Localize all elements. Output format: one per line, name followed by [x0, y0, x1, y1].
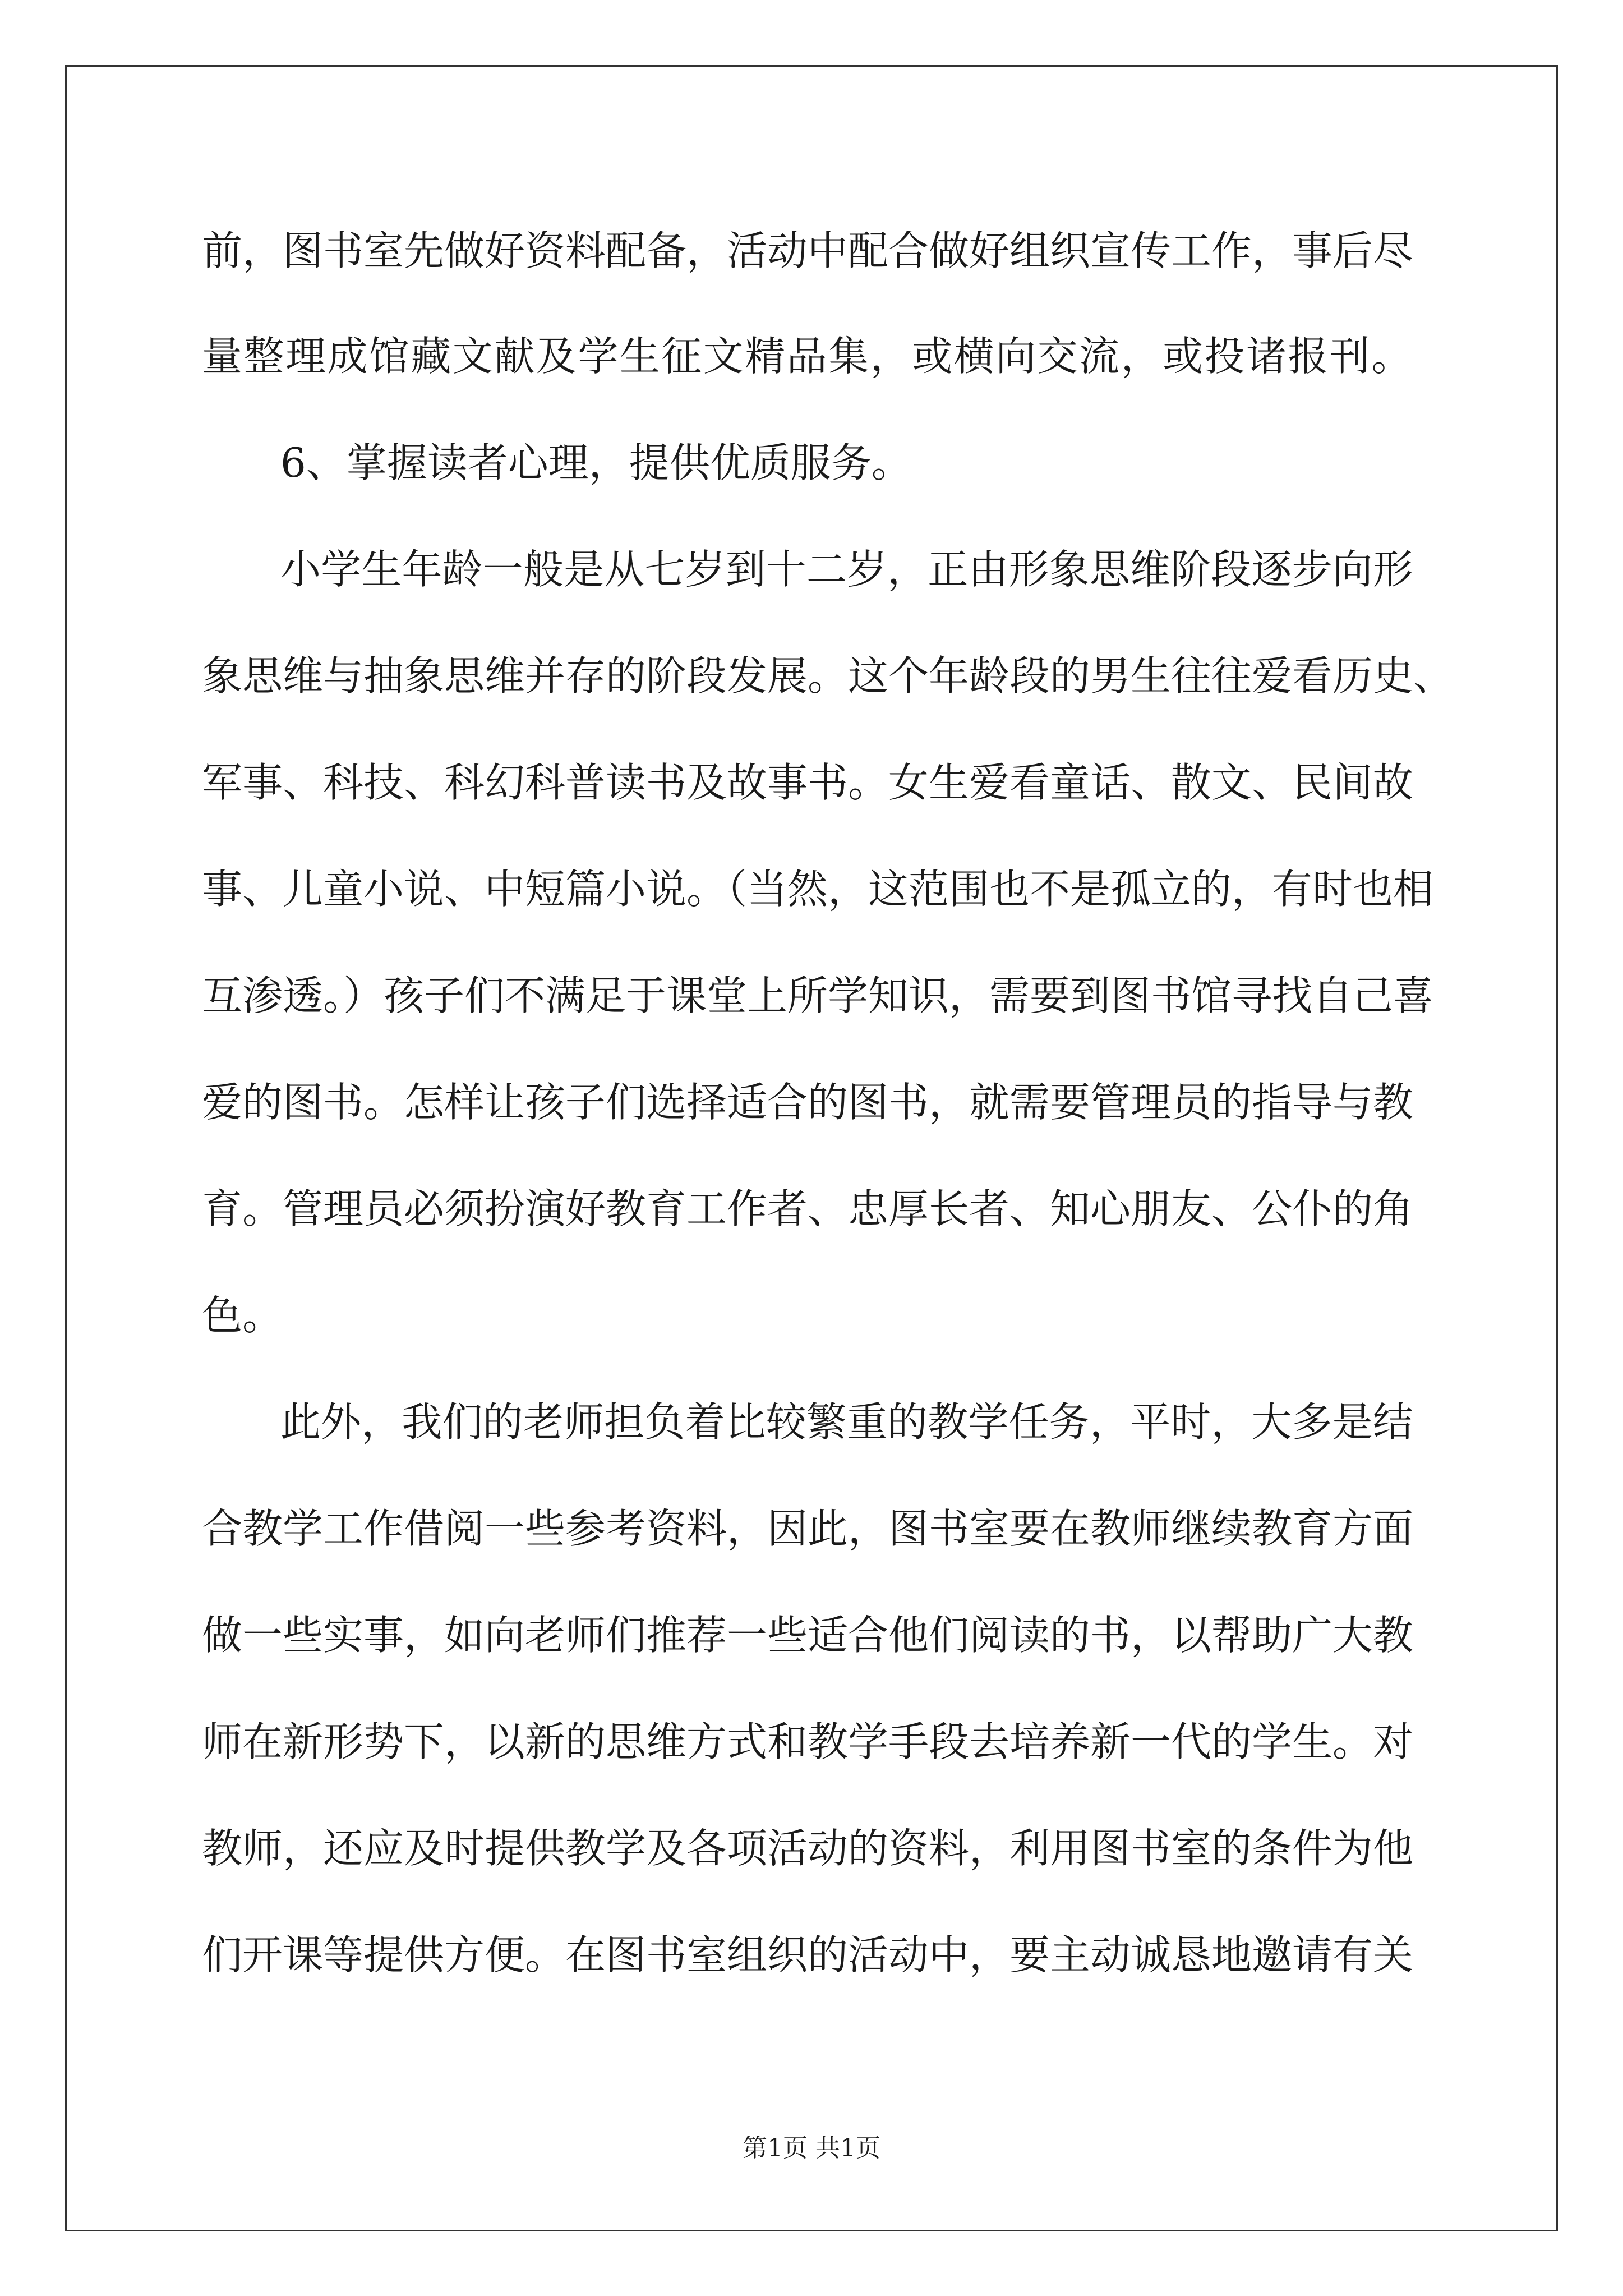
body-line-2: 量整理成馆藏文献及学生征文精品集，或横向交流，或投诸报刊。 — [202, 333, 1414, 380]
body-line-10: 色。 — [202, 1292, 283, 1339]
body-line-9: 育。管理员必须扮演好教育工作者、忠厚长者、知心朋友、公仆的角 — [202, 1185, 1414, 1232]
body-line-13: 做一些实事，如向老师们推荐一些适合他们阅读的书，以帮助广大教 — [202, 1612, 1414, 1659]
body-line-7: 互渗透。）孩子们不满足于课堂上所学知识，需要到图书馆寻找自己喜 — [202, 972, 1434, 1019]
body-line-8: 爱的图书。怎样让孩子们选择适合的图书，就需要管理员的指导与教 — [202, 1079, 1414, 1126]
body-line-14: 师在新形势下，以新的思维方式和教学手段去培养新一代的学生。对 — [202, 1718, 1414, 1765]
body-line-1: 前，图书室先做好资料配备，活动中配合做好组织宣传工作，事后尽 — [202, 227, 1414, 274]
page-border — [65, 65, 1558, 2231]
body-line-16: 们开课等提供方便。在图书室组织的活动中，要主动诚恳地邀请有关 — [202, 1931, 1414, 1978]
body-line-5: 军事、科技、科幻科普读书及故事书。女生爱看童话、散文、民间故 — [202, 759, 1414, 806]
body-line-15: 教师，还应及时提供教学及各项活动的资料，利用图书室的条件为他 — [202, 1825, 1414, 1872]
body-line-11: 此外，我们的老师担负着比较繁重的教学任务，平时，大多是结 — [280, 1398, 1414, 1446]
body-line-4: 象思维与抽象思维并存的阶段发展。这个年龄段的男生往往爱看历史、 — [202, 652, 1454, 700]
body-line-3: 小学生年龄一般是从七岁到十二岁，正由形象思维阶段逐步向形 — [280, 546, 1414, 593]
section-heading: 6、掌握读者心理，提供优质服务。 — [280, 439, 912, 486]
body-line-6: 事、儿童小说、中短篇小说。（当然，这范围也不是孤立的，有时也相 — [202, 866, 1434, 913]
body-line-12: 合教学工作借阅一些参考资料，因此，图书室要在教师继续教育方面 — [202, 1505, 1414, 1552]
page-number-footer: 第1页 共1页 — [743, 2134, 880, 2162]
